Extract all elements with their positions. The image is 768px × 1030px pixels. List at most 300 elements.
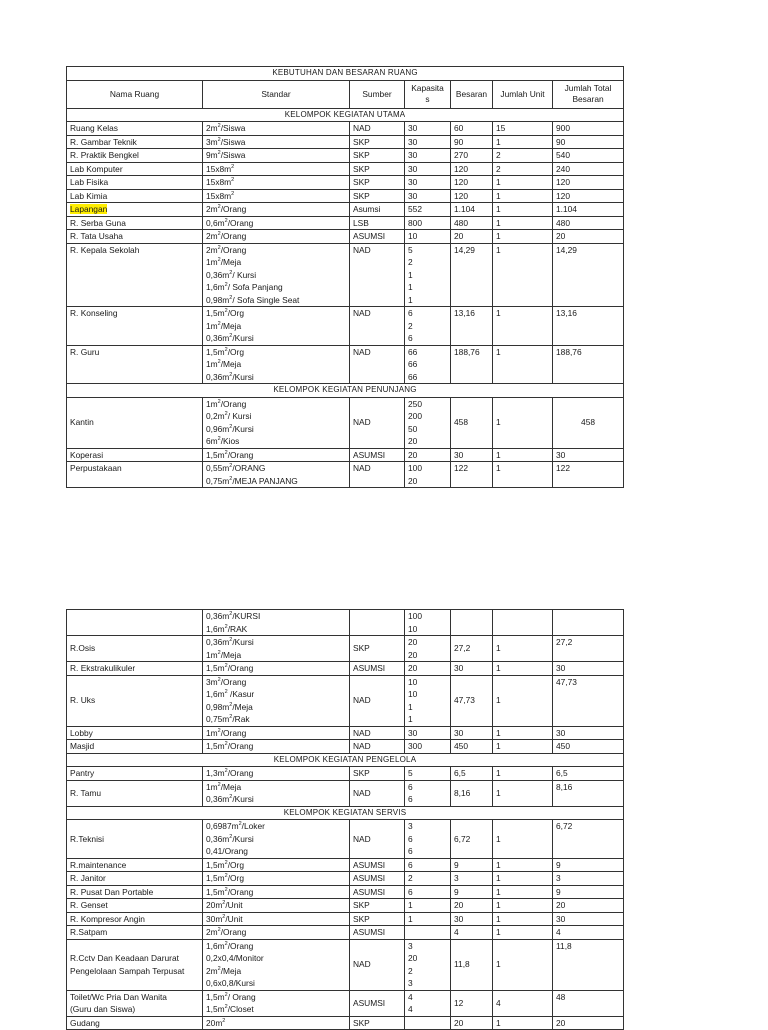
capacity-line: 2 xyxy=(408,873,413,883)
area: 12 xyxy=(451,990,493,1016)
standard-line: $1,5m^2/$ Orang xyxy=(206,991,256,1002)
capacity xyxy=(405,675,451,726)
table-row xyxy=(67,912,624,926)
capacity xyxy=(405,307,451,346)
capacity-line: 250 xyxy=(408,398,422,409)
total-area: 120 xyxy=(553,176,624,190)
total-area: 30 xyxy=(553,448,624,462)
standard-line: $0,2m^2/$ Kursi xyxy=(206,411,252,421)
standard xyxy=(203,162,350,176)
kebutuhan-besaran-table xyxy=(66,66,624,488)
capacity-line: 6 xyxy=(408,308,413,318)
area: 30 xyxy=(451,726,493,740)
total-area: 48 xyxy=(553,990,624,1016)
room-name: Ruang Kelas xyxy=(67,122,203,136)
capacity xyxy=(405,990,451,1016)
total-area: 900 xyxy=(553,122,624,136)
capacity-line: 20 xyxy=(408,649,418,660)
section-header-pengelola: KELOMPOK KEGIATAN PENGELOLA xyxy=(67,753,624,767)
table-row xyxy=(67,636,624,662)
capacity xyxy=(405,636,451,662)
area: 11,8 xyxy=(451,939,493,990)
unit-count: 15 xyxy=(493,122,553,136)
source: NAD xyxy=(350,345,405,384)
header-standar: Standar xyxy=(203,80,350,108)
room-name: Lab Kimia xyxy=(67,189,203,203)
room-name: Lab Komputer xyxy=(67,162,203,176)
source: ASUMSI xyxy=(350,926,405,940)
standard xyxy=(203,820,350,859)
standard-line: $1m^2$/Meja xyxy=(206,359,242,369)
table-row xyxy=(67,675,624,726)
room-name: R.Satpam xyxy=(67,926,203,940)
capacity-line: 50 xyxy=(408,423,418,434)
source: NAD xyxy=(350,820,405,859)
total-area: 122 xyxy=(553,462,624,488)
unit-count: 1 xyxy=(493,203,553,217)
table-row xyxy=(67,780,624,806)
room-name: Lobby xyxy=(67,726,203,740)
room-name: R. Genset xyxy=(67,899,203,913)
room-name: R. Uks xyxy=(67,675,203,726)
area: 450 xyxy=(451,740,493,754)
total-area: 6,72 xyxy=(553,820,624,859)
capacity xyxy=(405,899,451,913)
capacity-line: 4 xyxy=(408,1004,413,1014)
section-header-penunjang: KELOMPOK KEGIATAN PENUNJANG xyxy=(67,384,624,398)
source: ASUMSI xyxy=(350,885,405,899)
standard-line: $1,3m^2$/Orang xyxy=(206,768,254,778)
total-area: 4 xyxy=(553,926,624,940)
total-area: 450 xyxy=(553,740,624,754)
total-area: 6,5 xyxy=(553,767,624,781)
source: SKP xyxy=(350,767,405,781)
standard-line: $1m^2$/Orang xyxy=(206,727,247,738)
capacity-line: 1 xyxy=(408,701,413,712)
area: 6,5 xyxy=(451,767,493,781)
table-row xyxy=(67,345,624,384)
capacity-line: 30 xyxy=(408,123,418,133)
source: NAD xyxy=(350,462,405,488)
capacity xyxy=(405,858,451,872)
table-row xyxy=(67,899,624,913)
area: 120 xyxy=(451,176,493,190)
source xyxy=(350,610,405,636)
total-area: 27,2 xyxy=(553,636,624,662)
unit-count: 1 xyxy=(493,216,553,230)
table-row xyxy=(67,926,624,940)
area: 480 xyxy=(451,216,493,230)
standard xyxy=(203,872,350,886)
total-area: 480 xyxy=(553,216,624,230)
table-row xyxy=(67,767,624,781)
total-area xyxy=(553,610,624,636)
area: 90 xyxy=(451,135,493,149)
area: 1.104 xyxy=(451,203,493,217)
standard xyxy=(203,675,350,726)
area: 30 xyxy=(451,662,493,676)
source: ASUMSI xyxy=(350,990,405,1016)
unit-count: 1 xyxy=(493,176,553,190)
standard xyxy=(203,230,350,244)
room-name xyxy=(67,939,203,990)
room-name: Gudang xyxy=(67,1016,203,1030)
standard xyxy=(203,203,350,217)
capacity-line: 6 xyxy=(408,833,413,844)
standard xyxy=(203,176,350,190)
standard-line: $1,6m^2/$ Sofa Panjang xyxy=(206,282,283,292)
source: NAD xyxy=(350,122,405,136)
capacity xyxy=(405,397,451,448)
source: NAD xyxy=(350,307,405,346)
capacity xyxy=(405,939,451,990)
capacity xyxy=(405,662,451,676)
table-row xyxy=(67,162,624,176)
room-name xyxy=(67,610,203,636)
capacity-line: 3 xyxy=(408,978,413,988)
source: LSB xyxy=(350,216,405,230)
source: SKP xyxy=(350,899,405,913)
standard xyxy=(203,462,350,488)
table-row xyxy=(67,662,624,676)
source: NAD xyxy=(350,780,405,806)
standard xyxy=(203,939,350,990)
area: 9 xyxy=(451,885,493,899)
standard xyxy=(203,636,350,662)
area: 458 xyxy=(451,397,493,448)
capacity-line: 2 xyxy=(408,320,413,331)
table-row xyxy=(67,726,624,740)
unit-count: 1 xyxy=(493,767,553,781)
unit-count: 4 xyxy=(493,990,553,1016)
area xyxy=(451,610,493,636)
unit-count: 1 xyxy=(493,230,553,244)
source: SKP xyxy=(350,636,405,662)
capacity xyxy=(405,203,451,217)
unit-count: 1 xyxy=(493,636,553,662)
room-name: R. Serba Guna xyxy=(67,216,203,230)
source: NAD xyxy=(350,675,405,726)
standard-line: $1,5m^2$/Orang xyxy=(206,449,254,460)
room-name-line: (Guru dan Siswa) xyxy=(70,1004,136,1014)
table-row xyxy=(67,1016,624,1030)
standard xyxy=(203,610,350,636)
unit-count: 1 xyxy=(493,675,553,726)
table-row xyxy=(67,230,624,244)
area: 3 xyxy=(451,872,493,886)
table-row xyxy=(67,307,624,346)
capacity xyxy=(405,448,451,462)
table-row xyxy=(67,872,624,886)
capacity xyxy=(405,216,451,230)
total-area: 458 xyxy=(553,397,624,448)
capacity-line xyxy=(408,926,447,939)
room-name: R.Osis xyxy=(67,636,203,662)
source: SKP xyxy=(350,135,405,149)
standard-line: $15x8m^2$ xyxy=(206,177,235,187)
standard-line: $1,5m^2$/Org xyxy=(206,873,244,883)
room-name-line: R.Cctv Dan Keadaan Darurat xyxy=(70,953,179,963)
room-name: R. Guru xyxy=(67,345,203,384)
standard-line: $0,36m^2$/Kursi xyxy=(206,333,254,343)
header-sumber: Sumber xyxy=(350,80,405,108)
kebutuhan-besaran-table-continued xyxy=(66,609,624,1030)
standard-line: $0,6m^2$/Orang xyxy=(206,217,254,228)
capacity-line: 300 xyxy=(408,741,422,751)
unit-count: 1 xyxy=(493,1016,553,1030)
room-name: R. Praktik Bengkel xyxy=(67,149,203,163)
capacity-line: 20 xyxy=(408,663,418,673)
standard xyxy=(203,726,350,740)
capacity-line: 20 xyxy=(408,637,418,647)
room-name: Koperasi xyxy=(67,448,203,462)
standard-line: $0,36m^2$/Kursi xyxy=(206,833,254,844)
capacity xyxy=(405,462,451,488)
table-row xyxy=(67,149,624,163)
area: 14,29 xyxy=(451,243,493,307)
room-name: Lab Fisika xyxy=(67,176,203,190)
unit-count: 1 xyxy=(493,820,553,859)
area: 27,2 xyxy=(451,636,493,662)
unit-count: 1 xyxy=(493,345,553,384)
room-name: Perpustakaan xyxy=(67,462,203,488)
section-header-servis: KELOMPOK KEGIATAN SERVIS xyxy=(67,806,624,820)
capacity-line: 30 xyxy=(408,163,418,174)
source: SKP xyxy=(350,176,405,190)
table-row xyxy=(67,216,624,230)
header-nama-ruang: Nama Ruang xyxy=(67,80,203,108)
capacity xyxy=(405,243,451,307)
table-row xyxy=(67,740,624,754)
source: SKP xyxy=(350,912,405,926)
standard xyxy=(203,216,350,230)
room-name: R. Pusat Dan Portable xyxy=(67,885,203,899)
room-name: R. Tamu xyxy=(67,780,203,806)
standard-line: $1,5m^2$/Orang xyxy=(206,741,254,751)
room-name: R. Gambar Teknik xyxy=(67,135,203,149)
total-area: 14,29 xyxy=(553,243,624,307)
capacity xyxy=(405,610,451,636)
total-area: 20 xyxy=(553,1016,624,1030)
capacity xyxy=(405,780,451,806)
standard-line: $3m^2$/Orang xyxy=(206,676,247,687)
capacity-line: 3 xyxy=(408,821,413,831)
table-row xyxy=(67,820,624,859)
source: ASUMSI xyxy=(350,230,405,244)
unit-count: 1 xyxy=(493,462,553,488)
room-name xyxy=(67,990,203,1016)
standard-line: $15x8m^2$ xyxy=(206,190,235,201)
capacity xyxy=(405,926,451,940)
standard-line: 0,41/Orang xyxy=(206,846,248,856)
room-name: R. Janitor xyxy=(67,872,203,886)
capacity-line: 66 xyxy=(408,359,418,369)
source: SKP xyxy=(350,189,405,203)
source: Asumsi xyxy=(350,203,405,217)
standard-line: $1,6m^2$ /Kasur xyxy=(206,689,255,699)
standard xyxy=(203,858,350,872)
source: SKP xyxy=(350,1016,405,1030)
standard-line: $1m^2$/Meja xyxy=(206,320,242,331)
standard-line: $1m^2$/Meja xyxy=(206,257,242,267)
source: SKP xyxy=(350,149,405,163)
table-title: KEBUTUHAN DAN BESARAN RUANG xyxy=(67,67,624,81)
standard-line: $2m^2$/Orang xyxy=(206,244,247,255)
room-name-highlight: Lapangan xyxy=(70,204,108,214)
header-jumlah-total: Jumlah Total Besaran xyxy=(553,80,624,108)
total-area: 9 xyxy=(553,858,624,872)
capacity-line: 30 xyxy=(408,727,418,738)
capacity xyxy=(405,767,451,781)
capacity xyxy=(405,820,451,859)
capacity-line: 20 xyxy=(408,436,418,446)
total-area: 188,76 xyxy=(553,345,624,384)
area: 4 xyxy=(451,926,493,940)
area: 270 xyxy=(451,149,493,163)
area: 30 xyxy=(451,912,493,926)
room-name: R.maintenance xyxy=(67,858,203,872)
standard xyxy=(203,899,350,913)
standard-line: $0,75m^2$/Rak xyxy=(206,714,250,724)
capacity-line: 20 xyxy=(408,449,418,460)
header-kapasitas: Kapasitas xyxy=(405,80,451,108)
standard xyxy=(203,1016,350,1030)
unit-count: 2 xyxy=(493,149,553,163)
unit-count: 1 xyxy=(493,726,553,740)
unit-count: 1 xyxy=(493,939,553,990)
area: 9 xyxy=(451,858,493,872)
room-name: R. Ekstrakulikuler xyxy=(67,662,203,676)
standard-line: $0,55m^2$/ORANG xyxy=(206,463,266,473)
area: 122 xyxy=(451,462,493,488)
unit-count: 1 xyxy=(493,740,553,754)
standard-line: $3m^2$/Siswa xyxy=(206,136,246,147)
room-name: Masjid xyxy=(67,740,203,754)
standard-line: $20m^2$ xyxy=(206,1017,226,1028)
unit-count: 1 xyxy=(493,243,553,307)
standard xyxy=(203,448,350,462)
section-header-utama: KELOMPOK KEGIATAN UTAMA xyxy=(67,108,624,122)
unit-count: 1 xyxy=(493,858,553,872)
total-area: 11,8 xyxy=(553,939,624,990)
room-name: R. Konseling xyxy=(67,307,203,346)
total-area: 30 xyxy=(553,726,624,740)
standard-line: $0,96m^2$/Kursi xyxy=(206,423,254,434)
capacity-line: 6 xyxy=(408,859,413,870)
capacity-line: 1 xyxy=(408,714,413,724)
standard-line: $2m^2$/Siswa xyxy=(206,123,246,133)
capacity-line: 6 xyxy=(408,794,413,804)
area: 120 xyxy=(451,162,493,176)
capacity xyxy=(405,885,451,899)
total-area: 3 xyxy=(553,872,624,886)
room-name: R. Kompresor Angin xyxy=(67,912,203,926)
standard-line: $1,5m^2$/Org xyxy=(206,346,244,357)
total-area: 13,16 xyxy=(553,307,624,346)
capacity-line: 1 xyxy=(408,269,413,280)
total-area: 30 xyxy=(553,662,624,676)
total-area: 20 xyxy=(553,230,624,244)
capacity-line: 10 xyxy=(408,231,418,241)
standard-line: $6m^2$/Kios xyxy=(206,436,240,446)
standard-line: $2m^2$/Meja xyxy=(206,965,242,976)
room-name: R. Kepala Sekolah xyxy=(67,243,203,307)
capacity-line: 6 xyxy=(408,886,413,897)
standard xyxy=(203,780,350,806)
standard-line: $0,36m^2$/KURSI xyxy=(206,611,261,621)
source: NAD xyxy=(350,243,405,307)
capacity-line: 66 xyxy=(408,346,418,357)
standard xyxy=(203,243,350,307)
standard xyxy=(203,307,350,346)
standard xyxy=(203,926,350,940)
area: 8,16 xyxy=(451,780,493,806)
standard-line: $0,36m^2$/Kursi xyxy=(206,637,254,647)
capacity-line: 552 xyxy=(408,204,422,214)
source: ASUMSI xyxy=(350,858,405,872)
capacity xyxy=(405,122,451,136)
capacity-line: 3 xyxy=(408,940,413,951)
standard xyxy=(203,885,350,899)
unit-count: 1 xyxy=(493,885,553,899)
unit-count: 1 xyxy=(493,448,553,462)
unit-count: 2 xyxy=(493,162,553,176)
unit-count: 1 xyxy=(493,872,553,886)
room-name: R. Tata Usaha xyxy=(67,230,203,244)
standard xyxy=(203,767,350,781)
standard-line: 0,6x0,8/Kursi xyxy=(206,978,255,988)
area: 13,16 xyxy=(451,307,493,346)
table-row xyxy=(67,990,624,1016)
header-jumlah-unit: Jumlah Unit xyxy=(493,80,553,108)
unit-count: 1 xyxy=(493,780,553,806)
capacity-line: 6 xyxy=(408,846,413,856)
standard xyxy=(203,135,350,149)
table-row xyxy=(67,397,624,448)
capacity xyxy=(405,149,451,163)
table-row xyxy=(67,203,624,217)
area: 60 xyxy=(451,122,493,136)
capacity-line: 30 xyxy=(408,190,418,201)
capacity xyxy=(405,135,451,149)
room-name: Pantry xyxy=(67,767,203,781)
capacity xyxy=(405,1016,451,1030)
table-row xyxy=(67,176,624,190)
capacity-line: 1 xyxy=(408,282,413,292)
standard-line: $2m^2$/Orang xyxy=(206,927,247,937)
total-area: 30 xyxy=(553,912,624,926)
standard-line: $0,36m^2$/Kursi xyxy=(206,371,254,382)
source: ASUMSI xyxy=(350,448,405,462)
standard xyxy=(203,345,350,384)
capacity-line: 200 xyxy=(408,411,422,421)
table-row xyxy=(67,939,624,990)
capacity-line: 6 xyxy=(408,333,413,343)
standard-line: $1,6m^2$/Orang xyxy=(206,940,254,951)
unit-count xyxy=(493,610,553,636)
capacity-line: 1 xyxy=(408,900,413,910)
room-name: R.Teknisi xyxy=(67,820,203,859)
table-row xyxy=(67,858,624,872)
total-area: 90 xyxy=(553,135,624,149)
total-area: 47,73 xyxy=(553,675,624,726)
capacity xyxy=(405,189,451,203)
capacity-line: 66 xyxy=(408,371,418,382)
table-row xyxy=(67,189,624,203)
standard-line: $1,6m^2$/RAK xyxy=(206,623,248,634)
area: 6,72 xyxy=(451,820,493,859)
capacity-line xyxy=(408,1017,447,1030)
